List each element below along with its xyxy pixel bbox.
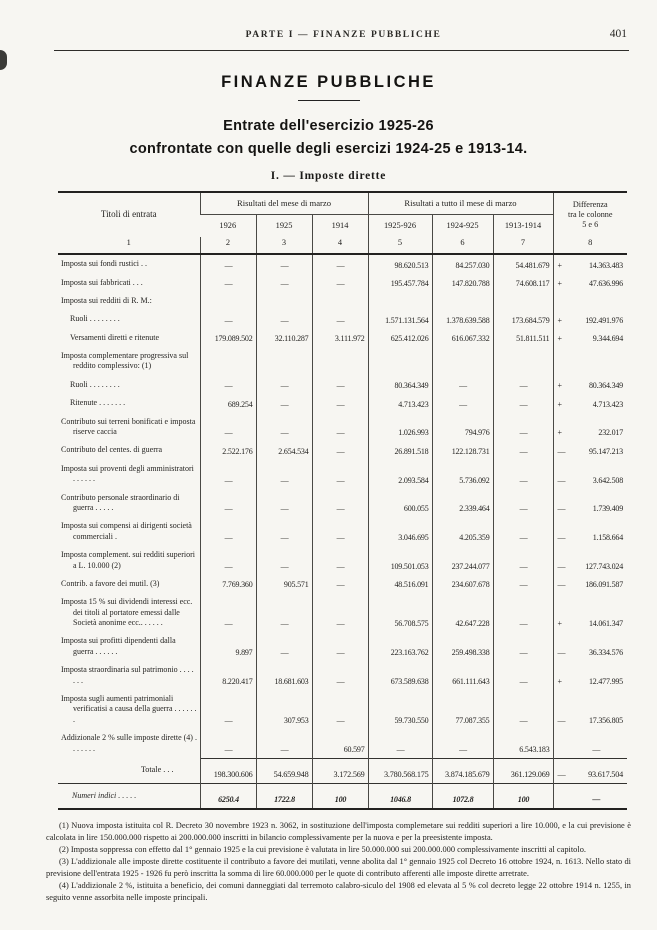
column-group-mese-di-marzo: Risultati del mese di marzo [200, 192, 368, 214]
cell-value: 195.457.784 [368, 274, 432, 292]
difference-value: 192.491.976 [585, 315, 623, 325]
difference-sign: + [557, 619, 562, 629]
table-row [58, 413, 627, 442]
cell-value: 794.976 [432, 413, 493, 442]
cell-difference [553, 254, 627, 273]
cell-value [368, 292, 432, 310]
cell-difference [553, 690, 627, 729]
cell-value: — [493, 376, 553, 394]
cell-difference [553, 310, 627, 328]
footnote-3: (3) L'addizionale alle imposte dirette costituente il contributo a favore dei mutilati, venne abolita dal 1° gennaio 1925 col Decreto 16 ottobre 1924, n. 1613. Nello stato di previsione dell'entrata 1925 - 1926 fu però inscritta la somma di lire 60.000.000 per le quote di contributo afferenti alle imposte dirette arretrate. [46, 856, 631, 878]
cell-value: — [312, 274, 368, 292]
cell-value: 661.111.643 [432, 661, 493, 690]
cell-value: — [493, 546, 553, 575]
cell-value: 673.589.638 [368, 661, 432, 690]
table-row [58, 489, 627, 518]
row-label: Contributo sui terreni bonificati e imposta riserve caccia [61, 416, 196, 437]
cell-value: 1722.8 [256, 783, 312, 809]
cell-value: 237.244.077 [432, 546, 493, 575]
cell-difference [553, 460, 627, 489]
cell-value: 18.681.603 [256, 661, 312, 690]
difference-value: 3.642.508 [592, 475, 623, 485]
cell-value: — [493, 394, 553, 412]
difference-sign: + [557, 428, 562, 438]
cell-difference [553, 546, 627, 575]
cell-value: 259.498.338 [432, 632, 493, 661]
table-row [58, 376, 627, 394]
difference-value: 47.636.996 [588, 278, 623, 288]
year-header: 1924-925 [432, 215, 493, 237]
table-row [58, 292, 627, 310]
cell-value: — [312, 254, 368, 273]
difference-sign: + [557, 260, 562, 270]
difference-sign: — [557, 446, 566, 456]
difference-value: 14.363.483 [588, 260, 623, 270]
year-header: 1925-926 [368, 215, 432, 237]
row-label: Versamenti diretti e ritenute [70, 332, 160, 342]
difference-value: 232.017 [598, 428, 623, 438]
row-label: Imposta sui fondi rustici . . [61, 259, 147, 269]
cell-value: — [256, 517, 312, 546]
difference-sign: — [557, 769, 566, 779]
running-header-title: PARTE I — FINANZE PUBBLICHE [245, 30, 442, 40]
table-row [58, 274, 627, 292]
cell-value: — [493, 632, 553, 661]
difference-sign: — [557, 504, 566, 514]
cell-value: 54.481.679 [493, 254, 553, 273]
cell-value: 234.607.678 [432, 575, 493, 593]
cell-value: — [493, 690, 553, 729]
cell-value: 7.769.360 [200, 575, 256, 593]
row-label: Imposta 15 % sui dividendi interessi ecc. dei titoli al portatore emessi dalle Società anonime ecc.. . . . . . [61, 597, 193, 628]
difference-value: 1.739.409 [592, 504, 623, 514]
difference-value: 4.713.423 [592, 399, 623, 409]
column-number: 7 [493, 237, 553, 255]
cell-value: — [200, 254, 256, 273]
cell-value: — [256, 729, 312, 758]
cell-value [256, 292, 312, 310]
footnote-2: (2) Imposta soppressa con effetto dal 1° gennaio 1925 e la cui previsione è valutata in lire 50.000.000 sui 200.000.000 complessivamente inscritti al capitolo. [59, 844, 586, 854]
cell-value: — [200, 729, 256, 758]
cell-value: 60.597 [312, 729, 368, 758]
cell-value: 3.111.972 [312, 329, 368, 347]
column-number: 1 [58, 237, 200, 255]
cell-value: 3.874.185.679 [432, 758, 493, 783]
cell-value [256, 347, 312, 376]
section-heading: I. — Imposte dirette [270, 170, 387, 183]
cell-value: — [493, 593, 553, 632]
cell-difference [553, 632, 627, 661]
cell-value: 3.046.695 [368, 517, 432, 546]
cell-difference [553, 661, 627, 690]
table-row [58, 661, 627, 690]
year-header: 1913-1914 [493, 215, 553, 237]
column-number: 4 [312, 237, 368, 255]
table-row [58, 783, 627, 809]
cell-value: — [200, 376, 256, 394]
title-divider [298, 100, 360, 101]
difference-value: 186.091.587 [585, 580, 623, 590]
column-number: 6 [432, 237, 493, 255]
cell-value: 3.780.568.175 [368, 758, 432, 783]
cell-value: 223.163.762 [368, 632, 432, 661]
subtitle-line-2: confrontate con quelle degli esercizi 1924-25 e 1913-14. [129, 141, 528, 158]
table-row [58, 690, 627, 729]
cell-value [368, 347, 432, 376]
column-number: 8 [553, 237, 627, 255]
cell-value: 6250.4 [200, 783, 256, 809]
cell-value: — [200, 517, 256, 546]
cell-value: 198.300.606 [200, 758, 256, 783]
cell-value: 1.026.993 [368, 413, 432, 442]
cell-value [200, 292, 256, 310]
scan-artifact [0, 50, 7, 70]
cell-difference [553, 575, 627, 593]
cell-value: 26.891.518 [368, 441, 432, 459]
cell-value: 307.953 [256, 690, 312, 729]
cell-value [200, 347, 256, 376]
cell-value [312, 347, 368, 376]
cell-value: — [432, 394, 493, 412]
cell-value: 1.378.639.588 [432, 310, 493, 328]
cell-value: — [312, 460, 368, 489]
table-row [58, 593, 627, 632]
header-column-numbers-row [58, 237, 627, 255]
cell-value: — [312, 413, 368, 442]
cell-value: — [312, 593, 368, 632]
cell-difference [553, 376, 627, 394]
difference-sign: + [557, 315, 562, 325]
cell-value: 600.055 [368, 489, 432, 518]
cell-value: — [256, 413, 312, 442]
running-header [58, 30, 629, 46]
cell-value: 2.093.584 [368, 460, 432, 489]
cell-value: 98.620.513 [368, 254, 432, 273]
difference-value: 14.061.347 [588, 619, 623, 629]
row-label: Imposta sui fabbricati . . . [61, 277, 143, 287]
table-row [58, 758, 627, 783]
cell-value: 59.730.550 [368, 690, 432, 729]
cell-value: — [200, 274, 256, 292]
table-row [58, 329, 627, 347]
cell-value: 147.820.788 [432, 274, 493, 292]
cell-value: — [493, 441, 553, 459]
cell-value: — [256, 376, 312, 394]
cell-difference: — [553, 729, 627, 758]
difference-value: 36.334.576 [588, 648, 623, 658]
cell-value: — [200, 413, 256, 442]
cell-value: 1046.8 [368, 783, 432, 809]
difference-sign: — [557, 475, 566, 485]
difference-value: 95.147.213 [588, 446, 623, 456]
cell-value: — [312, 517, 368, 546]
difference-sign: + [557, 334, 562, 344]
differenza-line-1: Differenza [572, 199, 608, 209]
row-label: Addizionale 2 % sulle imposte dirette (4) . . . . . . . [61, 733, 197, 753]
row-label: Imposta sugli aumenti patrimoniali verificatisi a causa della guerra . . . . . . . [61, 694, 197, 724]
cell-value: 80.364.349 [368, 376, 432, 394]
page-title: FINANZE PUBBLICHE [221, 73, 436, 91]
cell-value: — [312, 661, 368, 690]
row-label: Imposta complement. sui redditi superiori a L. 10.000 (2) [61, 550, 195, 570]
table-row [58, 632, 627, 661]
cell-value: — [312, 690, 368, 729]
cell-difference [553, 347, 627, 376]
row-label: Imposta sui redditi di R. M.: [61, 295, 152, 305]
column-number: 3 [256, 237, 312, 255]
difference-value: 1.158.664 [592, 533, 623, 543]
column-group-tutto-il-mese: Risultati a tutto il mese di marzo [368, 192, 553, 214]
table-row [58, 575, 627, 593]
cell-value: 109.501.053 [368, 546, 432, 575]
cell-value: — [200, 546, 256, 575]
column-header-differenza [553, 192, 627, 236]
cell-value: 689.254 [200, 394, 256, 412]
difference-sign: + [557, 677, 562, 687]
difference-sign: — [557, 580, 566, 590]
difference-value: 80.364.349 [588, 381, 623, 391]
cell-value: — [493, 661, 553, 690]
cell-value: 4.713.423 [368, 394, 432, 412]
cell-value: 2.522.176 [200, 441, 256, 459]
difference-sign: + [557, 278, 562, 288]
cell-value: — [256, 546, 312, 575]
year-header: 1926 [219, 221, 237, 231]
table-row [58, 254, 627, 273]
cell-value: — [256, 310, 312, 328]
cell-difference [553, 413, 627, 442]
difference-sign: — [557, 648, 566, 658]
cell-difference [553, 292, 627, 310]
cell-value: — [432, 376, 493, 394]
cell-difference [553, 441, 627, 459]
cell-value: — [493, 413, 553, 442]
cell-value: 42.647.228 [432, 593, 493, 632]
cell-value: 1.571.131.564 [368, 310, 432, 328]
column-number: 2 [200, 237, 256, 255]
cell-difference [553, 274, 627, 292]
cell-value: — [256, 593, 312, 632]
table-row [58, 460, 627, 489]
table-body [58, 254, 627, 809]
cell-value: 122.128.731 [432, 441, 493, 459]
difference-sign: + [557, 399, 562, 409]
difference-sign: — [557, 716, 566, 726]
cell-value: — [200, 593, 256, 632]
cell-value: 32.110.287 [256, 329, 312, 347]
table-row [58, 441, 627, 459]
difference-sign: — [557, 561, 566, 571]
cell-difference [553, 394, 627, 412]
cell-value: 4.205.359 [432, 517, 493, 546]
cell-value: 1072.8 [432, 783, 493, 809]
cell-value: 2.654.534 [256, 441, 312, 459]
cell-value: 179.089.502 [200, 329, 256, 347]
cell-value: 51.811.511 [493, 329, 553, 347]
cell-value: — [200, 690, 256, 729]
cell-difference: — [553, 783, 627, 809]
table-header [58, 192, 627, 254]
row-label: Ruoli . . . . . . . . [70, 314, 120, 324]
row-label: Imposta straordinaria sul patrimonio . . . . . . . [61, 665, 194, 685]
difference-sign: + [557, 381, 562, 391]
table-row [58, 394, 627, 412]
cell-value: 625.412.026 [368, 329, 432, 347]
row-label: Imposta sui compensi ai dirigenti società commerciali . [61, 521, 192, 541]
cell-difference [553, 329, 627, 347]
cell-value: — [256, 274, 312, 292]
cell-value: 100 [312, 783, 368, 809]
column-number: 5 [368, 237, 432, 255]
imposte-dirette-table [58, 191, 627, 810]
cell-value: — [200, 489, 256, 518]
cell-value: 3.172.569 [312, 758, 368, 783]
cell-value: — [368, 729, 432, 758]
cell-value: 84.257.030 [432, 254, 493, 273]
cell-value: 77.087.355 [432, 690, 493, 729]
cell-value: 173.684.579 [493, 310, 553, 328]
cell-value [312, 292, 368, 310]
cell-value [432, 347, 493, 376]
cell-value [493, 347, 553, 376]
footnotes [46, 820, 631, 903]
row-label: Contrib. a favore dei mutil. (3) [61, 578, 160, 588]
row-label: Imposta sui profitti dipendenti dalla guerra . . . . . . [61, 636, 176, 656]
row-label: Totale . . . [140, 765, 174, 774]
table-row [58, 546, 627, 575]
cell-value: 6.543.183 [493, 729, 553, 758]
cell-difference [553, 758, 627, 783]
cell-value: — [312, 632, 368, 661]
difference-value: 17.356.805 [588, 716, 623, 726]
row-label: Contributo del centes. di guerra [61, 445, 163, 455]
differenza-line-3: 5 e 6 [582, 220, 599, 230]
cell-value: — [312, 441, 368, 459]
table-row [58, 517, 627, 546]
cell-value: — [256, 460, 312, 489]
cell-value: — [256, 489, 312, 518]
row-label: Ritenute . . . . . . . [70, 398, 126, 408]
table-row [58, 729, 627, 758]
row-label: Ruoli . . . . . . . . [70, 379, 120, 389]
cell-difference [553, 593, 627, 632]
cell-value [432, 292, 493, 310]
document-subtitle [0, 115, 657, 161]
cell-value: — [312, 310, 368, 328]
cell-value: 616.067.332 [432, 329, 493, 347]
cell-value: 8.220.417 [200, 661, 256, 690]
cell-value: — [493, 460, 553, 489]
page-number: 401 [609, 28, 627, 40]
cell-value: 56.708.575 [368, 593, 432, 632]
cell-value: — [312, 546, 368, 575]
row-label: Imposta complementare progressiva sul reddito complessivo: (1) [61, 351, 189, 371]
year-header: 1925 [256, 215, 312, 237]
cell-value: 74.608.117 [493, 274, 553, 292]
footnote-4: (4) L'addizionale 2 %, istituita a beneficio, dei comuni danneggiati dal terremoto calabro-siculo del 1908 ed elevata al 5 % col decreto legge 22 ottobre 1914 n. 1255, in seguito venne assorbita nelle imposte principali. [46, 880, 631, 902]
cell-value: 361.129.069 [493, 758, 553, 783]
cell-value: 100 [493, 783, 553, 809]
cell-value: — [493, 575, 553, 593]
difference-value: 9.344.694 [592, 334, 623, 344]
cell-value: 48.516.091 [368, 575, 432, 593]
cell-value: — [312, 394, 368, 412]
table-row [58, 347, 627, 376]
table-row [58, 310, 627, 328]
cell-value [493, 292, 553, 310]
year-header: 1914 [312, 215, 368, 237]
subtitle-line-1: Entrate dell'esercizio 1925-26 [223, 118, 434, 134]
cell-value: 54.659.948 [256, 758, 312, 783]
cell-value: — [493, 489, 553, 518]
difference-value: 127.743.024 [585, 561, 623, 571]
cell-value: — [312, 376, 368, 394]
cell-value: — [312, 489, 368, 518]
cell-value: — [312, 575, 368, 593]
difference-sign: — [557, 533, 566, 543]
cell-value: — [256, 632, 312, 661]
row-label: Imposta sui proventi degli amministratori . . . . . . [61, 463, 194, 484]
cell-value: — [200, 310, 256, 328]
cell-value: — [432, 729, 493, 758]
cell-difference [553, 489, 627, 518]
cell-value: — [256, 254, 312, 273]
cell-value: 905.571 [256, 575, 312, 593]
row-label: Contributo personale straordinario di guerra . . . . . [61, 492, 180, 512]
cell-value: 2.339.464 [432, 489, 493, 518]
cell-difference [553, 517, 627, 546]
header-group-row [58, 192, 627, 214]
differenza-line-2: tra le colonne [567, 209, 613, 219]
row-label: Numeri indici . . . . . [58, 783, 200, 809]
cell-value: — [493, 517, 553, 546]
difference-value: 93.617.504 [588, 769, 623, 779]
footnote-1: (1) Nuova imposta istituita col R. Decreto 30 novembre 1923 n. 3062, in sostituzione dell'imposta complemetare sui redditi superiori a lire 10.000, e la cui previsione è calcolata in lire 150.000.000 rispetto ai 200.000.000 inscritti in bilancio complessivamente per la nuova e per la preesistente imposta. [46, 821, 631, 842]
cell-value: — [200, 460, 256, 489]
header-rule [54, 50, 629, 51]
column-header-titoli: Titoli di entrata [100, 209, 157, 220]
cell-value: 5.736.092 [432, 460, 493, 489]
difference-value: 12.477.995 [588, 677, 623, 687]
cell-value: — [256, 394, 312, 412]
cell-value: 9.897 [200, 632, 256, 661]
